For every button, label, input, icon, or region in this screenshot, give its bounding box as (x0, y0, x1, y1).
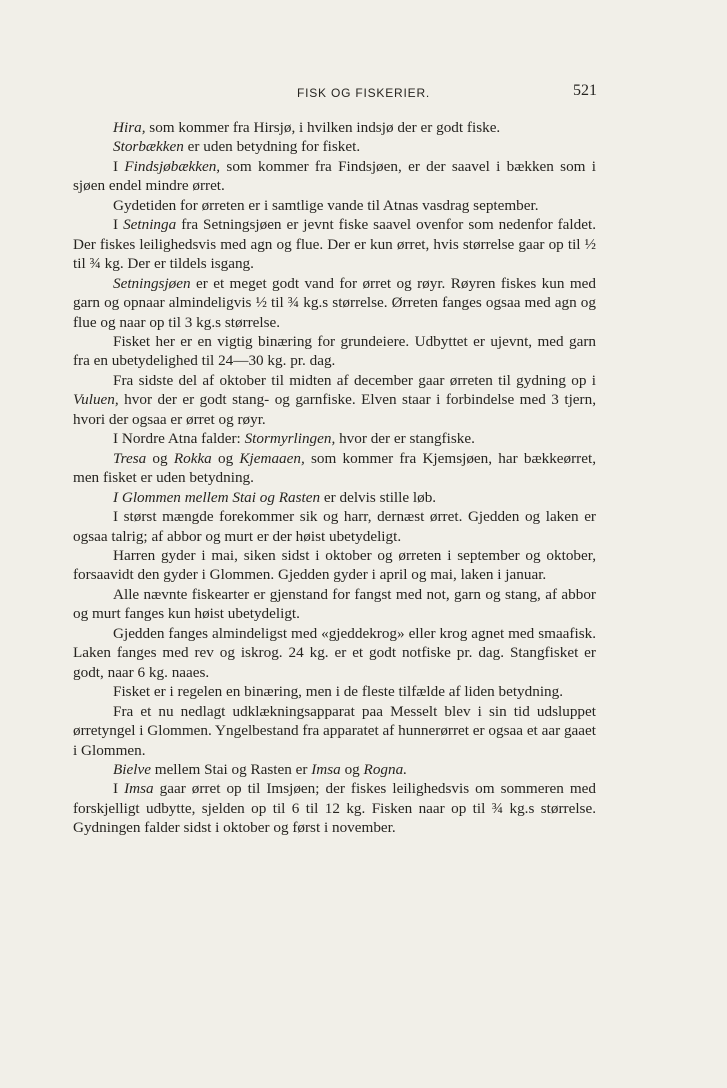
paragraph: Bielve mellem Stai og Rasten er Imsa og Rogna. (113, 760, 407, 778)
paragraph: Gjedden fanges almindeligst med «gjeddekrog» eller krog agnet med smaafisk. Laken fanges med rev og iskrog. 24 kg. er et godt notfiske pr. dag. Stangfisket er godt, naar 6 kg. naaes. (73, 624, 596, 681)
paragraph: Gydetiden for ørreten er i samtlige vande til Atnas vasdrag september. (113, 196, 539, 214)
paragraph: Harren gyder i mai, siken sidst i oktober og ørreten i september og oktober, forsaavidt den gyder i Glommen. Gjedden gyder i april og mai, laken i januar. (73, 546, 596, 584)
paragraph: I Findsjøbækken, som kommer fra Findsjøen, er der saavel i bækken som i sjøen endel mindre ørret. (73, 157, 596, 195)
paragraph: I Setninga fra Setningsjøen er jevnt fiske saavel ovenfor som nedenfor faldet. Der fiskes leilighedsvis med agn og flue. Der er kun ørret, hvis størrelse gaar op til ½ til ¾ kg. Der er tildels isgang. (73, 216, 596, 273)
paragraph: I Nordre Atna falder: Stormyrlingen, hvor der er stangfiske. (113, 430, 475, 448)
paragraph: Fisket her er en vigtig binæring for grundeiere. Udbyttet er ujevnt, med garn fra en ubetydelighed til 24—30 kg. pr. dag. (73, 332, 596, 370)
paragraph: Hira, som kommer fra Hirsjø, i hvilken indsjø der er godt fiske. (113, 119, 501, 136)
paragraph: Fra et nu nedlagt udklækningsapparat paa Messelt blev i sin tid udsluppet ørretyngel i Glommen. Yngelbestand fra apparatet af hunnerørret er ogsaa et aar gaaet i Glommen. (73, 702, 596, 759)
paragraph: I Imsa gaar ørret op til Imsjøen; der fiskes leilighedsvis om sommeren med forskjelligt udbytte, sjelden op til 6 til 12 kg. Fisken naar op til ¾ kg.s størrelse. Gydningen falder sidst i oktober og først i november. (73, 780, 596, 837)
paragraph: Alle nævnte fiskearter er gjenstand for fangst med not, garn og stang, af abbor og murt fanges kun høist ubetydeligt. (73, 585, 596, 623)
body-text (73, 118, 596, 838)
page-number: 521 (573, 82, 597, 99)
paragraph: I Glommen mellem Stai og Rasten er delvis stille løb. (113, 488, 437, 506)
paragraph: Fisket er i regelen en binæring, men i de fleste tilfælde af liden betydning. (113, 683, 564, 701)
paragraph: Storbækken er uden betydning for fisket. (113, 138, 361, 156)
paragraph: I størst mængde forekommer sik og harr, dernæst ørret. Gjedden og laken er ogsaa talrig; af abbor og murt er der høist ubetydeligt. (73, 508, 596, 545)
paragraph: Tresa og Rokka og Kjemaaen, som kommer fra Kjemsjøen, har bækkeørret, men fisket er uden betydning. (73, 449, 596, 487)
paragraph: Setningsjøen er et meget godt vand for ørret og røyr. Røyren fiskes kun med garn og opnaar almindeligvis ½ til ¾ kg.s størrelse. Ørreten fanges ogsaa med agn og flue og naar op til 3 kg.s størrelse. (73, 274, 596, 331)
paragraph: Fra sidste del af oktober til midten af december gaar ørreten til gydning op i Vuluen, hvor der er godt stang- og garnfiske. Elven staar i forbindelse med 3 tjern, hvori der ogsaa er ørret og røyr. (73, 371, 596, 428)
running-header-title: FISK OG FISKERIER. (296, 86, 431, 100)
